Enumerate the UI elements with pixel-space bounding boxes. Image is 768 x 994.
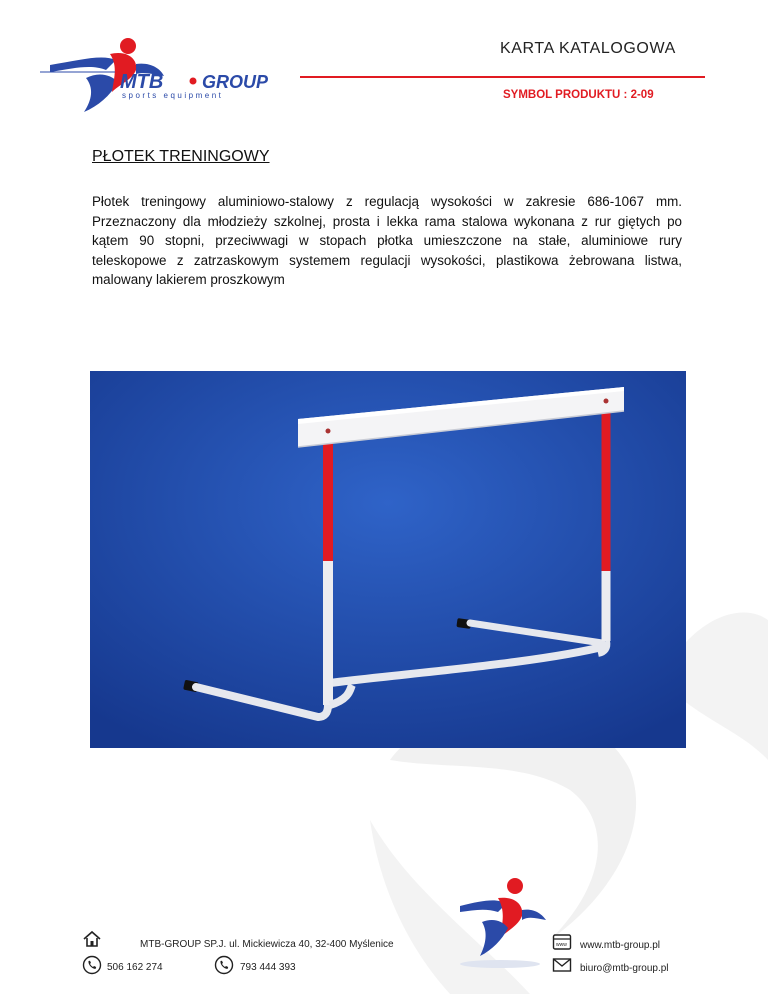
product-photo-hurdle: [90, 371, 686, 748]
product-description: Płotek treningowy aluminiowo-stalowy z regulacją wysokości w zakresie 686-1067 mm. Przeznaczony dla młodzieży szkolnej, prosta i lekka rama stalowa wykonana z rur giętych po kątem 90 stopni, przeciwwagi w stopach płotka umieszczone na stałe, aluminiowe rury teleskopowe z zatrzaskowym systemem regulacji wysokości, plastikowa żebrowana listwa, malowany lakierem proszkowym: [92, 194, 682, 287]
logo-wordmark-group: GROUP: [202, 72, 269, 92]
footer-email[interactable]: biuro@mtb-group.pl: [580, 963, 669, 974]
footer-phone-2[interactable]: 793 444 393: [240, 962, 296, 973]
footer-address: MTB-GROUP SP.J. ul. Mickiewicza 40, 32-400 Myślenice: [140, 939, 394, 950]
phone-icon: [82, 955, 102, 975]
header-divider: [300, 76, 705, 78]
phone-icon: [214, 955, 234, 975]
svg-text:www: www: [556, 942, 567, 948]
web-icon: [552, 932, 572, 952]
envelope-icon: [552, 955, 572, 975]
product-symbol: SYMBOL PRODUKTU : 2-09: [503, 89, 654, 101]
product-title: PŁOTEK TRENINGOWY: [92, 148, 270, 165]
footer-phone-1[interactable]: 506 162 274: [107, 962, 163, 973]
document-title: KARTA KATALOGOWA: [500, 40, 676, 57]
mtb-group-logo: [40, 20, 300, 115]
footer-runner-logo: [440, 870, 560, 970]
home-icon: [82, 929, 102, 949]
footer-website[interactable]: www.mtb-group.pl: [580, 940, 661, 951]
logo-wordmark-mtb: MTB: [120, 71, 164, 93]
logo-tagline: sports equipment: [122, 91, 224, 100]
